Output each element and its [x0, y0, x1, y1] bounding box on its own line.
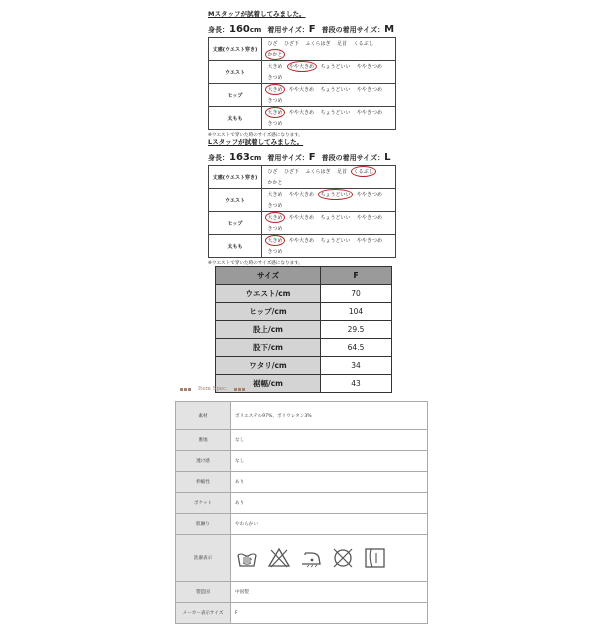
spec-row [176, 430, 428, 451]
spec-value: あり [231, 472, 428, 493]
fit-option: ひざ [267, 169, 278, 175]
fit-option: やや大きめ [289, 87, 315, 93]
fit-option-selected: やや大きめ [287, 61, 317, 72]
staff-m-note: ※ウエストで穿いた時のサイズ感になります。 [208, 133, 303, 138]
fit-option: やや大きめ [289, 192, 315, 198]
size-row-value: 70 [321, 285, 392, 303]
fit-row [209, 212, 396, 235]
staff-l-meta: 身長：163cm 着用サイズ：F 普段の着用サイズ：L [208, 152, 391, 163]
fit-option: ややきつめ [357, 238, 383, 244]
spec-value: あり [231, 493, 428, 514]
spec-label: メーカー表示サイズ [176, 603, 231, 624]
staff-l-size: F [308, 152, 316, 163]
no-bleach-icon [267, 546, 291, 570]
size-header-value: F [321, 267, 392, 285]
fit-option: ちょうどいい [320, 64, 351, 70]
fit-option: ちょうどいい [320, 215, 351, 221]
fit-row [209, 166, 396, 189]
spec-label: ポケット [176, 493, 231, 514]
fit-option-selected: くるぶし [351, 166, 376, 177]
low-iron-icon [299, 546, 323, 570]
staff-l-usual-size: L [384, 152, 391, 163]
fit-option: やや大きめ [289, 110, 315, 116]
size-row-label: 裾幅/cm [216, 375, 321, 393]
size-row [216, 285, 392, 303]
fit-option: ちょうどいい [320, 87, 351, 93]
fit-options [262, 107, 396, 130]
size-header-label: サイズ [216, 267, 321, 285]
item-spec-heading: Item Spec. [180, 386, 246, 398]
spec-label: 洗濯表示 [176, 535, 231, 582]
staff-m-fit-table [208, 37, 396, 130]
fit-option: ちょうどいい [320, 110, 351, 116]
fit-option: ややきつめ [357, 64, 383, 70]
spec-row [176, 514, 428, 535]
fit-options [262, 61, 396, 84]
fit-option-selected: 大きめ [265, 212, 285, 223]
spec-row-care [176, 535, 428, 582]
decor-square-icon [180, 388, 183, 391]
size-row-label: ワタリ/cm [216, 357, 321, 375]
fit-option: きつめ [267, 75, 283, 81]
spec-value: 中国製 [231, 582, 428, 603]
fit-option: きつめ [267, 203, 283, 209]
decor-square-icon [238, 388, 241, 391]
size-row-value: 34 [321, 357, 392, 375]
fit-option: 大きめ [267, 64, 283, 70]
no-dry-clean-icon [331, 546, 355, 570]
fit-option: ひざ [267, 41, 278, 47]
fit-row [209, 38, 396, 61]
decor-square-icon [234, 388, 237, 391]
fit-row [209, 107, 396, 130]
fit-option: きつめ [267, 226, 283, 232]
spec-row [176, 472, 428, 493]
fit-option: きつめ [267, 249, 283, 255]
fit-option-selected: 大きめ [265, 107, 285, 118]
fit-row [209, 189, 396, 212]
size-row-label: ヒップ/cm [216, 303, 321, 321]
fit-option-selected: 大きめ [265, 84, 285, 95]
fit-row [209, 61, 396, 84]
fit-option: 足首 [337, 169, 348, 175]
line-dry-icon [363, 546, 387, 570]
fit-options [262, 189, 396, 212]
spec-value: なし [231, 430, 428, 451]
size-table-header [216, 267, 392, 285]
spec-row [176, 451, 428, 472]
size-row [216, 357, 392, 375]
spec-row [176, 603, 428, 624]
fit-option-selected: かかと [265, 49, 285, 60]
fit-option: きつめ [267, 121, 283, 127]
spec-value-care [231, 535, 428, 582]
size-row-value: 64.5 [321, 339, 392, 357]
decor-square-icon [242, 388, 245, 391]
fit-options [262, 166, 396, 189]
size-row-value: 43 [321, 375, 392, 393]
decor-square-icon [188, 388, 191, 391]
spec-label: 透け感 [176, 451, 231, 472]
fit-option: ちょうどいい [320, 238, 351, 244]
spec-value: F [231, 603, 428, 624]
staff-l-height: 163 [229, 152, 250, 163]
fit-options [262, 235, 396, 258]
spec-value: なし [231, 451, 428, 472]
fit-option: ひざ下 [284, 41, 300, 47]
fit-row [209, 84, 396, 107]
fit-options [262, 38, 396, 61]
decor-square-icon [184, 388, 187, 391]
fit-row [209, 235, 396, 258]
fit-option-selected: 大きめ [265, 235, 285, 246]
care-label-icons [235, 546, 427, 570]
size-row-label: 股上/cm [216, 321, 321, 339]
spec-label: 伸縮性 [176, 472, 231, 493]
size-table [215, 266, 392, 393]
fit-option: ふくらはぎ [305, 169, 331, 175]
fit-option: 大きめ [267, 192, 283, 198]
staff-l-fit-table [208, 165, 396, 258]
fit-option-selected: ちょうどいい [318, 189, 353, 200]
size-row [216, 321, 392, 339]
fit-option: ややきつめ [357, 215, 383, 221]
fit-option: やや大きめ [289, 215, 315, 221]
fit-option: くるぶし [353, 41, 374, 47]
spec-label: 肌触り [176, 514, 231, 535]
staff-l-note: ※ウエストで穿いた時のサイズ感になります。 [208, 261, 303, 266]
fit-row-label: 太もも [209, 235, 262, 258]
item-spec-table [175, 401, 428, 624]
fit-row-label: 太もも [209, 107, 262, 130]
fit-option: ふくらはぎ [305, 41, 331, 47]
size-row [216, 303, 392, 321]
fit-options [262, 212, 396, 235]
fit-option: ややきつめ [357, 87, 383, 93]
fit-row-label: ウエスト [209, 189, 262, 212]
spec-label: 裏地 [176, 430, 231, 451]
size-row-label: 股下/cm [216, 339, 321, 357]
spec-row [176, 402, 428, 430]
fit-row-label: ヒップ [209, 84, 262, 107]
fit-option: きつめ [267, 98, 283, 104]
staff-l-title: Lスタッフが試着してみました。 [208, 138, 304, 146]
spec-value: やわらかい [231, 514, 428, 535]
staff-m-title: Mスタッフが試着してみました。 [208, 10, 306, 18]
fit-options [262, 84, 396, 107]
size-row-value: 29.5 [321, 321, 392, 339]
staff-m-section [208, 10, 396, 139]
fit-option: かかと [267, 180, 283, 186]
spec-row [176, 493, 428, 514]
spec-label: 素材 [176, 402, 231, 430]
fit-row-label: 丈感(ウエスト穿き) [209, 38, 262, 61]
fit-row-label: ウエスト [209, 61, 262, 84]
fit-row-label: 丈感(ウエスト穿き) [209, 166, 262, 189]
staff-m-meta: 身長：160cm 着用サイズ：F 普段の着用サイズ：M [208, 24, 395, 35]
spec-value: ポリエステル97%、ポリウレタン3% [231, 402, 428, 430]
size-row-label: ウエスト/cm [216, 285, 321, 303]
fit-option: 足首 [337, 41, 348, 47]
fit-option: ややきつめ [357, 110, 383, 116]
fit-row-label: ヒップ [209, 212, 262, 235]
fit-option: ややきつめ [357, 192, 383, 198]
staff-m-height: 160 [229, 24, 250, 35]
hand-wash-icon [235, 546, 259, 570]
fit-option: やや大きめ [289, 238, 315, 244]
fit-option: ひざ下 [284, 169, 300, 175]
spec-row [176, 582, 428, 603]
staff-m-usual-size: M [384, 24, 395, 35]
staff-m-size: F [308, 24, 316, 35]
spec-label: 製造国 [176, 582, 231, 603]
staff-l-section [208, 138, 396, 267]
size-row [216, 339, 392, 357]
size-row-value: 104 [321, 303, 392, 321]
